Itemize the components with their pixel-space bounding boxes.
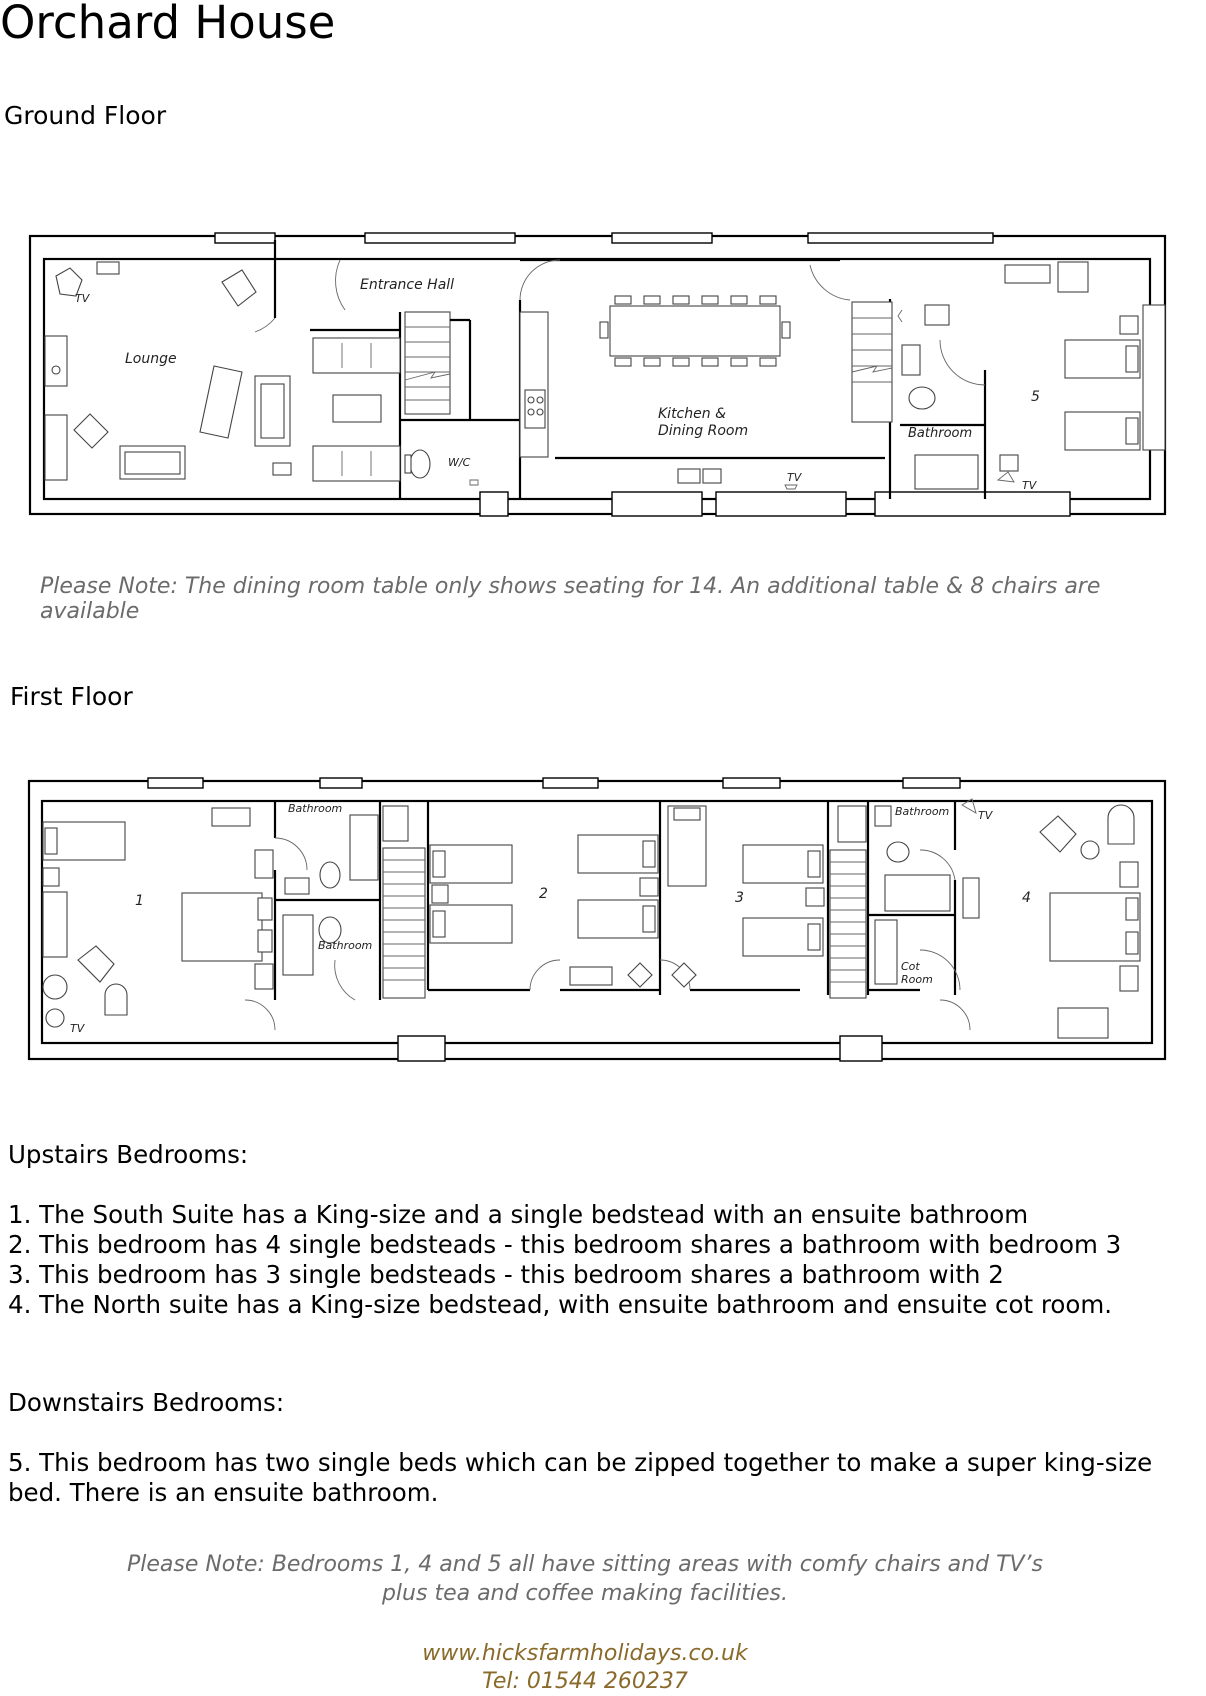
downstairs-item-5: 5. This bedroom has two single beds which can be zipped together to make a super king-size bed. There is an ensuite bathroom.	[8, 1448, 1153, 1507]
downstairs-bedrooms	[8, 1388, 1168, 1508]
first-bathroom-label-a: Bathroom	[288, 802, 343, 815]
downstairs-heading: Downstairs Bedrooms:	[8, 1388, 285, 1417]
ground-tv-label-3: TV	[1022, 479, 1037, 492]
entrance-hall-label: Entrance Hall	[360, 277, 455, 293]
room-2-label: 2	[539, 886, 548, 902]
sitting-note-line2: plus tea and coffee making facilities.	[381, 1581, 789, 1606]
first-tv-label-1: TV	[70, 1022, 85, 1035]
ground-bathroom-label: Bathroom	[908, 426, 973, 441]
phone-number: Tel: 01544 260237	[482, 1669, 688, 1694]
room-3-label: 3	[735, 890, 744, 906]
contact-footer	[0, 1640, 1170, 1696]
upstairs-heading: Upstairs Bedrooms:	[8, 1140, 249, 1169]
kitchen-label-line1: Kitchen &	[658, 406, 726, 422]
upstairs-item-4: 4. The North suite has a King-size bedstead, with ensuite bathroom and ensuite cot room.	[8, 1290, 1113, 1319]
upstairs-item-3: 3. This bedroom has 3 single bedsteads - this bedroom shares a bathroom with 2	[8, 1260, 1004, 1289]
first-bathroom-label-c: Bathroom	[895, 805, 950, 818]
ground-tv-label-2: TV	[787, 471, 802, 484]
page-title: Orchard House	[0, 0, 336, 49]
dining-table-note: Please Note: The dining room table only shows seating for 14. An additional table & 8 chairs are available	[40, 574, 1101, 624]
kitchen-label-line2: Dining Room	[658, 423, 749, 439]
sitting-note-line1: Please Note: Bedrooms 1, 4 and 5 all have sitting areas with comfy chairs and TV’s	[126, 1552, 1044, 1577]
first-tv-label-2: TV	[978, 809, 993, 822]
upstairs-item-2: 2. This bedroom has 4 single bedsteads - this bedroom shares a bathroom with bedroom 3	[8, 1230, 1122, 1259]
website-link[interactable]: www.hicksfarmholidays.co.uk	[422, 1641, 748, 1666]
room-5-label: 5	[1031, 389, 1040, 405]
sitting-areas-note	[0, 1550, 1170, 1608]
first-floor-heading: First Floor	[10, 682, 133, 711]
ground-tv-label-1: TV	[75, 292, 90, 305]
ground-floor-heading: Ground Floor	[4, 101, 167, 130]
lounge-label: Lounge	[125, 351, 177, 367]
room-4-label: 4	[1022, 890, 1031, 906]
room-1-label: 1	[135, 893, 144, 909]
first-floor-furniture	[43, 799, 1140, 1038]
first-bathroom-label-b: Bathroom	[318, 939, 373, 952]
wc-label: W/C	[448, 456, 471, 469]
cot-room-label-line1: Cot	[901, 960, 920, 973]
cot-room-label-line2: Room	[901, 973, 933, 986]
upstairs-item-1: 1. The South Suite has a King-size and a single bedstead with an ensuite bathroom	[8, 1200, 1029, 1229]
upstairs-bedrooms	[8, 1140, 1198, 1320]
